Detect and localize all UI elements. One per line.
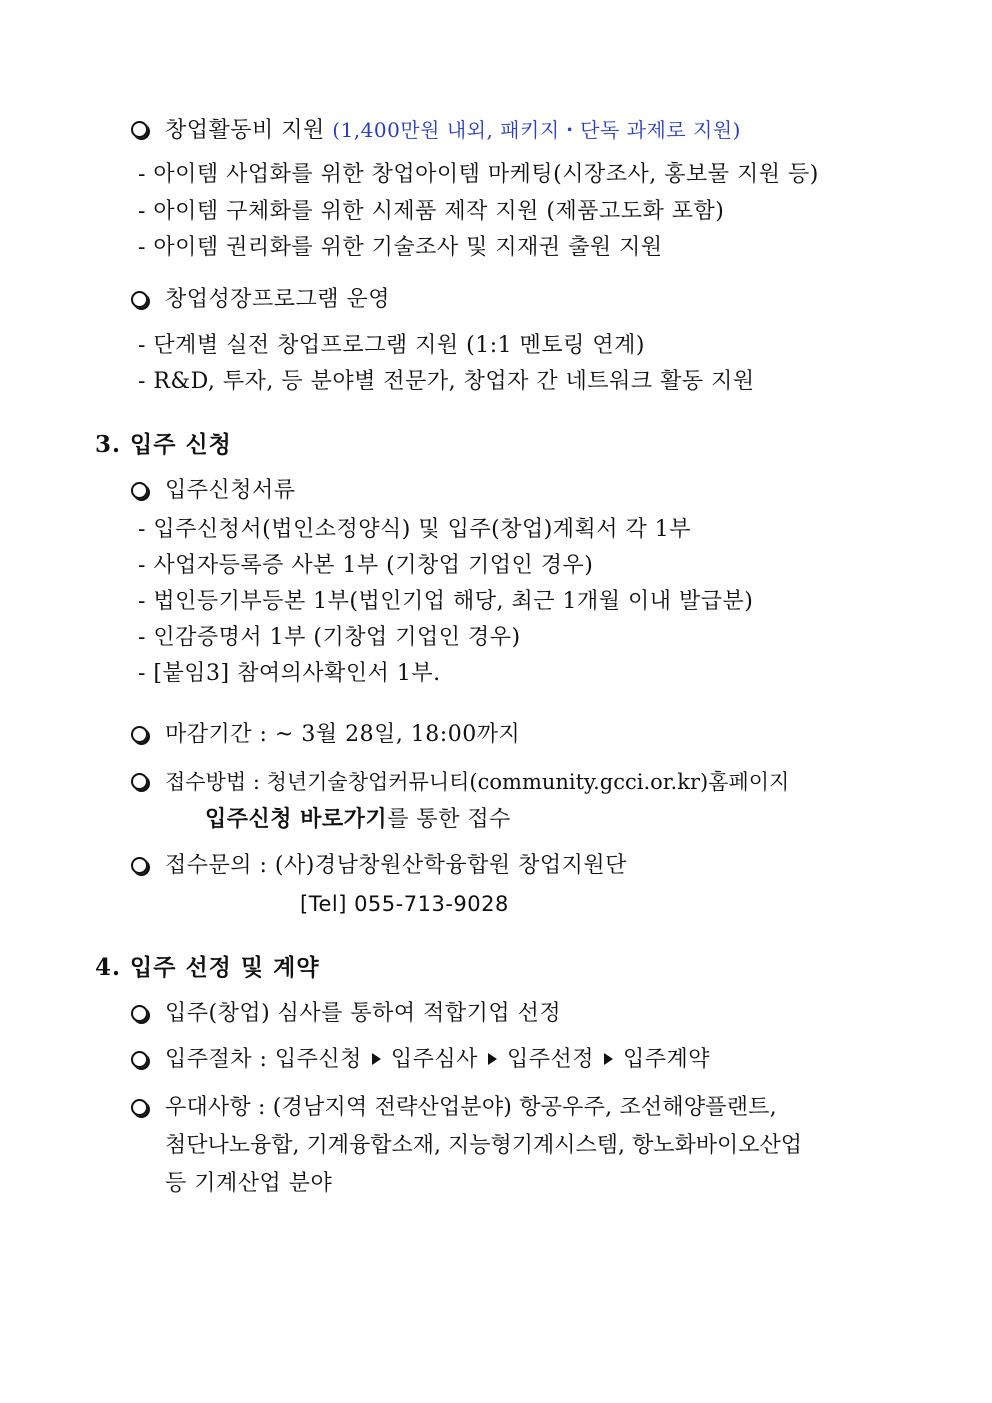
procedure-step-1: 입주심사 xyxy=(390,1047,478,1072)
docs-item-5: - [붙임3] 참여의사확인서 1부. xyxy=(138,661,441,686)
activity-title-row xyxy=(165,115,741,146)
arrow-right-icon xyxy=(488,1053,497,1065)
apply-shortcut-link-text: 입주신청 바로가기 xyxy=(205,806,388,832)
docs-item-1: - 입주신청서(법인소정양식) 및 입주(창업)계획서 각 1부 xyxy=(138,517,692,542)
circle-bullet-icon xyxy=(131,726,148,743)
preference-line-3: 등 기계산업 분야 xyxy=(165,1171,333,1196)
docs-item-2: - 사업자등록증 사본 1부 (기창업 기업인 경우) xyxy=(138,553,594,578)
docs-item-3: - 법인등기부등본 1부(법인기업 해당, 최근 1개월 이내 발급분) xyxy=(138,589,754,614)
activity-title: 창업활동비 지원 xyxy=(165,118,325,143)
section4-heading: 4. 입주 선정 및 계약 xyxy=(95,954,320,981)
docs-item-4: - 인감증명서 1부 (기창업 기업인 경우) xyxy=(138,625,521,650)
arrow-right-icon xyxy=(604,1053,613,1065)
procedure xyxy=(165,1045,710,1075)
circle-bullet-icon xyxy=(131,1051,148,1068)
docs-title: 입주신청서류 xyxy=(165,478,296,503)
growth-item-1: - 단계별 실전 창업프로그램 지원 (1:1 멘토링 연계) xyxy=(138,333,645,358)
preference-line-2: 첨단나노융합, 기계융합소재, 지능형기계시스템, 항노화바이오산업 xyxy=(165,1133,803,1158)
selection-item: 입주(창업) 심사를 통하여 적합기업 선정 xyxy=(165,1001,562,1026)
arrow-right-icon xyxy=(372,1053,381,1065)
activity-item-3: - 아이템 권리화를 위한 기술조사 및 지재권 출원 지원 xyxy=(138,235,663,260)
method-line-2 xyxy=(205,804,511,835)
activity-item-1: - 아이템 사업화를 위한 창업아이템 마케팅(시장조사, 홍보물 지원 등) xyxy=(138,162,819,187)
growth-item-2: - R&D, 투자, 등 분야별 전문가, 창업자 간 네트워크 활동 지원 xyxy=(138,369,755,394)
tel: [Tel] 055-713-9028 xyxy=(300,892,509,916)
method-line-1: 접수방법 : 청년기술창업커뮤니티(community.gcci.or.kr)홈페이지 xyxy=(165,770,790,794)
activity-item-2: - 아이템 구체화를 위한 시제품 제작 지원 (제품고도화 포함) xyxy=(138,199,725,224)
method-rest: 를 통한 접수 xyxy=(387,807,511,832)
procedure-label: 입주절차 : 입주신청 xyxy=(165,1047,362,1072)
growth-title: 창업성장프로그램 운영 xyxy=(165,287,391,312)
circle-bullet-icon xyxy=(131,1005,148,1022)
preference-line-1: 우대사항 : (경남지역 전략산업분야) 항공우주, 조선해양플랜트, xyxy=(165,1095,777,1120)
circle-bullet-icon xyxy=(131,291,148,308)
activity-note: (1,400만원 내외, 패키지・단독 과제로 지원) xyxy=(332,118,741,142)
circle-bullet-icon xyxy=(131,773,148,790)
inquiry: 접수문의 : (사)경남창원산학융합원 창업지원단 xyxy=(165,853,627,878)
circle-bullet-icon xyxy=(131,121,148,138)
section3-heading: 3. 입주 신청 xyxy=(95,431,232,458)
procedure-step-2: 입주선정 xyxy=(506,1047,594,1072)
circle-bullet-icon xyxy=(131,482,148,499)
circle-bullet-icon xyxy=(131,857,148,874)
circle-bullet-icon xyxy=(131,1099,148,1116)
procedure-step-3: 입주계약 xyxy=(622,1047,710,1072)
deadline: 마감기간 : ~ 3월 28일, 18:00까지 xyxy=(165,722,521,747)
